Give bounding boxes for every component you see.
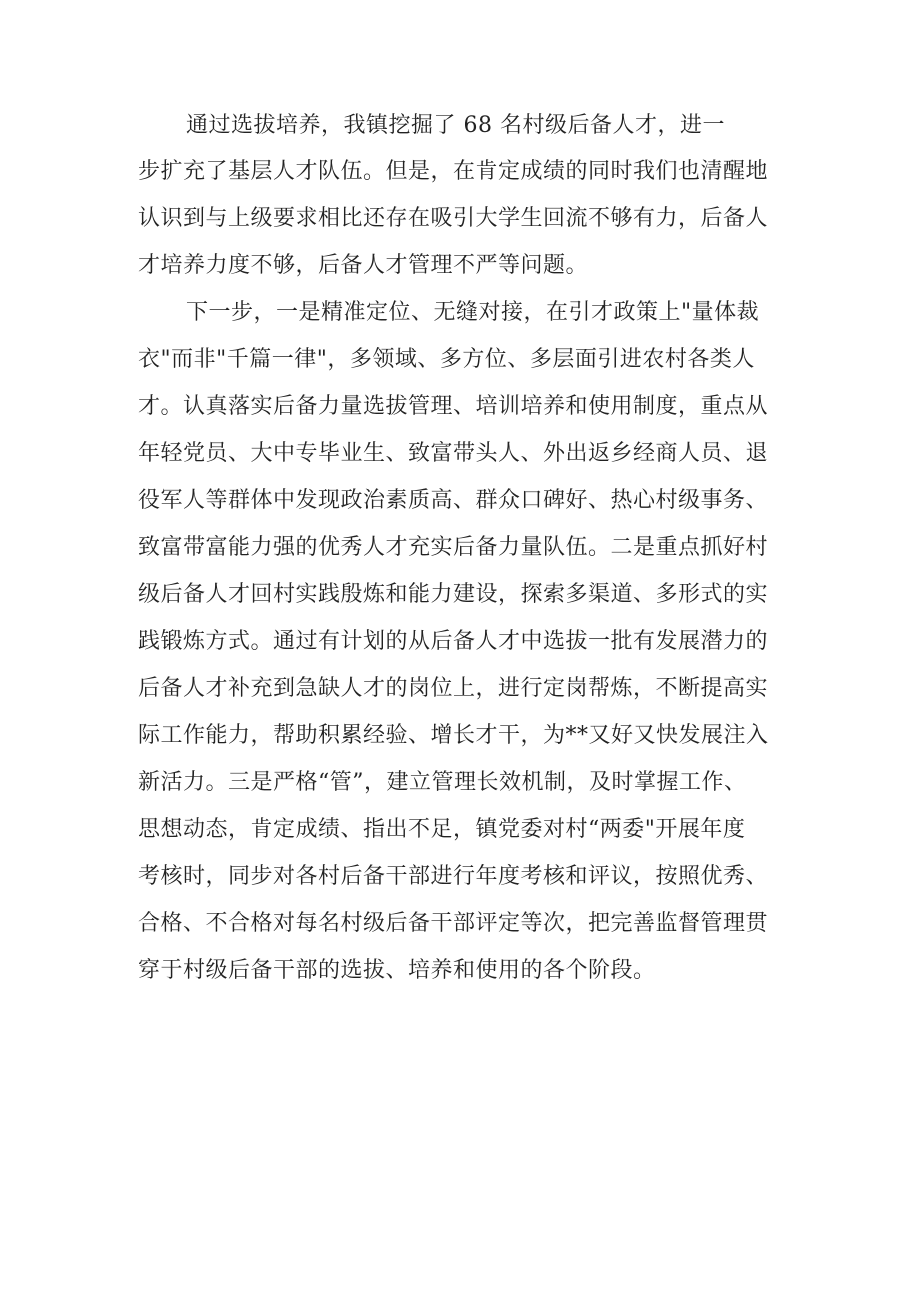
paragraph-2-line-13: 考核时，同步对各村后备干部进行年度考核和评议，按照优秀、: [138, 864, 769, 889]
paragraph-1-line-2: 步扩充了基层人才队伍。但是，在肯定成绩的同时我们也清醒地: [138, 159, 769, 184]
paragraph-1-line-1: 通过选拔培养，我镇挖掘了 68 名村级后备人才，进一: [186, 113, 725, 138]
paragraph-2-line-7: 级后备人才回村实践殷炼和能力建设，探索多渠道、多形式的实: [138, 582, 769, 607]
paragraph-2-line-14: 合格、不合格对每名村级后备干部评定等次，把完善监督管理贯: [138, 911, 769, 936]
paragraph-2-line-11: 新活力。三是严格“管”，建立管理长效机制，及时掌握工作、: [138, 770, 747, 795]
paragraph-2-line-10: 际工作能力，帮助积累经验、增长才干，为**又好又快发展注入: [138, 723, 769, 748]
paragraph-2-line-1: 下一步，一是精准定位、无缝对接，在引才政策上"量体裁: [186, 300, 760, 325]
paragraph-2-line-5: 役军人等群体中发现政治素质高、群众口碑好、热心村级事务、: [138, 488, 769, 513]
paragraph-2-line-12: 思想动态，肯定成绩、指出不足，镇党委对村“两委"开展年度: [138, 817, 746, 842]
paragraph-2-line-9: 后备人才补充到急缺人才的岗位上，进行定岗帮炼，不断提高实: [138, 676, 769, 701]
paragraph-1-line-3: 认识到与上级要求相比还存在吸引大学生回流不够有力，后备人: [138, 206, 769, 231]
paragraph-2-line-3: 才。认真落实后备力量选拔管理、培训培养和使用制度，重点从: [138, 394, 769, 419]
paragraph-2-line-2: 衣"而非"千篇一律"，多领域、多方位、多层面引进农村各类人: [138, 347, 755, 372]
paragraph-2-line-8: 践锻炼方式。通过有计划的从后备人才中选拔一批有发展潜力的: [138, 629, 769, 654]
paragraph-2-line-4: 年轻党员、大中专毕业生、致富带头人、外出返乡经商人员、退: [138, 441, 769, 466]
paragraph-2-line-6: 致富带富能力强的优秀人才充实后备力量队伍。二是重点抓好村: [138, 535, 769, 560]
paragraph-1-line-4: 才培养力度不够，后备人才管理不严等问题。: [138, 253, 589, 278]
paragraph-2-line-15: 穿于村级后备干部的选拔、培养和使用的各个阶段。: [138, 958, 656, 983]
